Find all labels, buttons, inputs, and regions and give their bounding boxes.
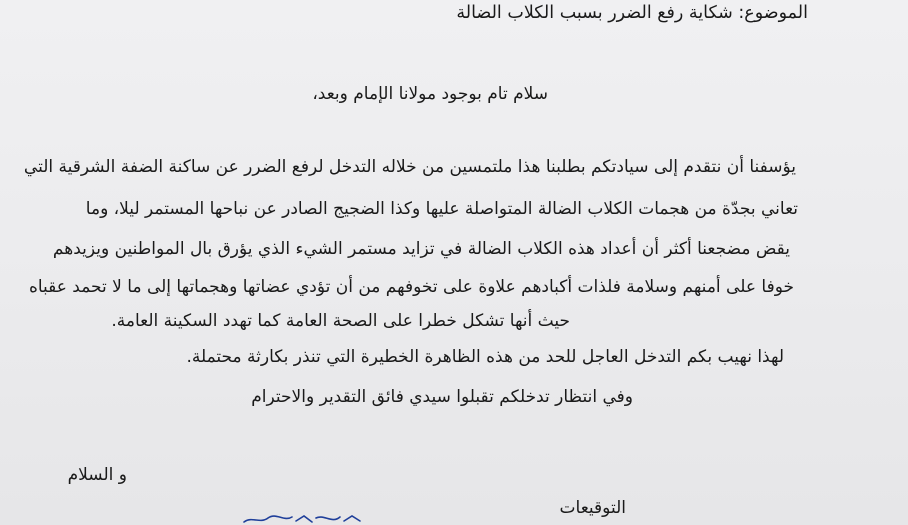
paragraph-line: تعاني بجدّة من هجمات الكلاب الضالة المتواصلة عليها وكذا الضجيج الصادر عن نباحها المستمر ليلا، وما — [85, 199, 798, 219]
letter-closing: و السلام — [67, 465, 127, 485]
paragraph-line: لهذا نهيب بكم التدخل العاجل للحد من هذه الظاهرة الخطيرة التي تنذر بكارثة محتملة. — [186, 347, 784, 367]
letter-subject: الموضوع: شكاية رفع الضرر بسبب الكلاب الضالة — [456, 3, 808, 23]
paragraph-line: حيث أنها تشكل خطرا على الصحة العامة كما تهدد السكينة العامة. — [111, 311, 570, 331]
stamp-mark — [242, 512, 362, 525]
paragraph-line: وفي انتظار تدخلكم تقبلوا سيدي فائق التقدير والاحترام — [251, 387, 633, 407]
signatures-label: التوقيعات — [559, 498, 626, 518]
paragraph-line: يقض مضجعنا أكثر أن أعداد هذه الكلاب الضالة في تزايد مستمر الشيء الذي يؤرق بال المواطنين ويزيدهم — [52, 239, 790, 259]
letter-greeting: سلام تام بوجود مولانا الإمام وبعد، — [312, 84, 548, 104]
stamp-ink-icon — [242, 512, 362, 525]
paragraph-line: خوفا على أمنهم وسلامة فلذات أكبادهم علاوة على تخوفهم من أن تؤدي عضاتها وهجماتها إلى ما لا تحمد عقباه — [28, 277, 794, 297]
paragraph-line: يؤسفنا أن نتقدم إلى سيادتكم بطلبنا هذا ملتمسين من خلاله التدخل لرفع الضرر عن ساكنة الضفة الشرقية التي — [23, 157, 796, 177]
